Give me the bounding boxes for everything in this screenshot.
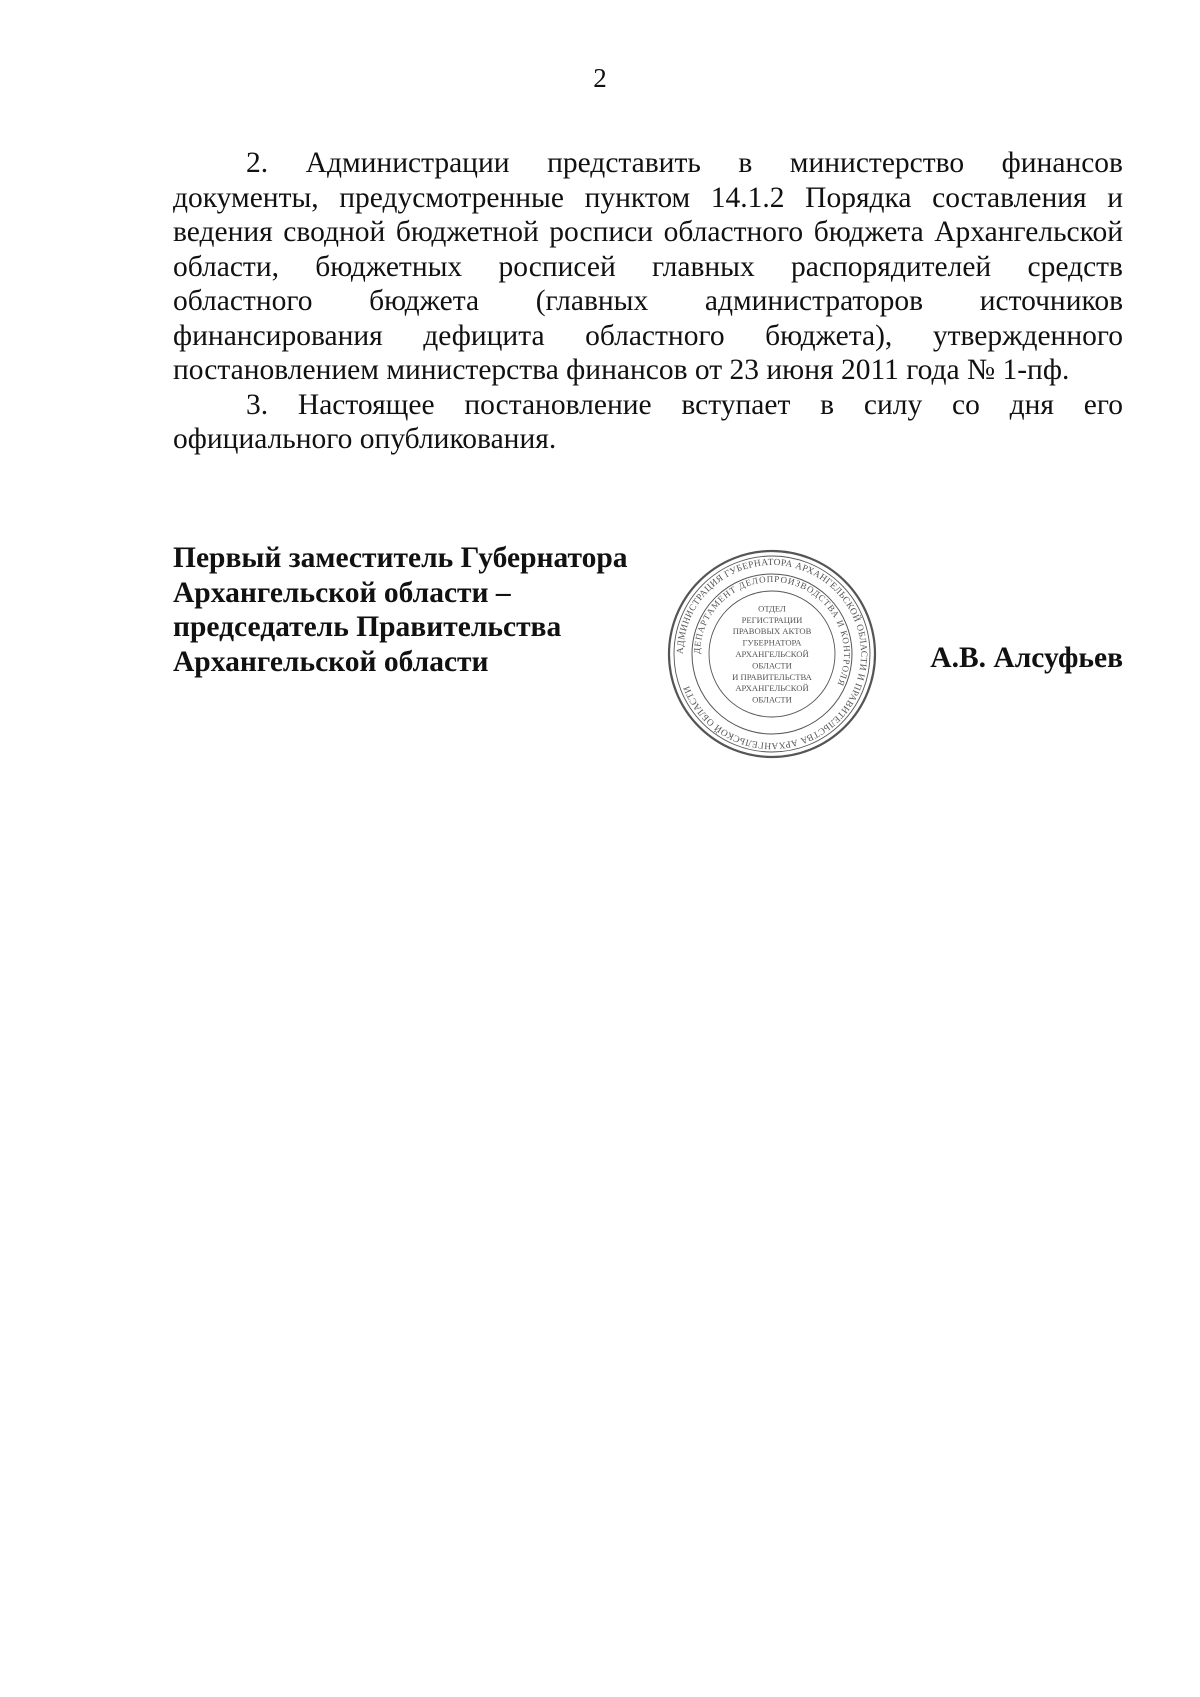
seal-inner-ring-text: ДЕПАРТАМЕНТ ДЕЛОПРОИЗВОДСТВА И КОНТРОЛЯ (691, 573, 853, 689)
signatory-position-line: Первый заместитель Губернатора (173, 542, 628, 574)
signatory-position-line: председатель Правительства (173, 611, 562, 643)
seal-center-line: И ПРАВИТЕЛЬСТВА (732, 671, 812, 682)
seal-center-line: ОБЛАСТИ (752, 660, 792, 671)
seal-center-line: РЕГИСТРАЦИИ (741, 614, 803, 625)
signatory-position-line: Архангельской области (173, 645, 489, 678)
paragraph-3: 3. Настоящее постановление вступает в силу со дня его официального опубликования. (173, 388, 1123, 455)
signatory-name: А.В. Алсуфьев (930, 642, 1123, 674)
svg-text:ОТДЕЛРЕГИСТРАЦИИПРАВОВЫХ АКТОВ (732, 603, 812, 704)
seal-center-line: ОТДЕЛ (758, 603, 786, 614)
seal-image (667, 549, 877, 759)
seal-outer-text: АДМИНИСТРАЦИЯ ГУБЕРНАТОРА АРХАНГЕЛЬСКОЙ ОБЛАСТИ И ПРАВИТЕЛЬСТВА АРХАНГЕЛЬСКОЙ ОБЛАСТИ (675, 557, 869, 751)
document-body (173, 146, 1123, 457)
page-number: 2 (593, 63, 607, 93)
seal-center-line: ПРАВОВЫХ АКТОВ (732, 626, 812, 637)
seal-center-line: ОБЛАСТИ (752, 694, 792, 705)
paragraph-2: 2. Администрации представить в министерство финансов документы, предусмотренные пунктом 14.1.2 Порядка составления и ведения сводной бюджетной росписи областного бюджета Архангельской области, бюджетных росписей главных распорядителей средств областного бюджета (главных администраторов источников финансирования дефицита областного бюджета), утвержденного постановлением министерства финансов от 23 июня 2011 года № 1-пф. (173, 147, 1123, 386)
seal-center-line: ГУБЕРНАТОРА (742, 637, 802, 648)
official-seal (667, 549, 877, 759)
signatory-position (173, 541, 633, 679)
seal-center-line: АРХАНГЕЛЬСКОЙ (735, 649, 809, 659)
signatory-position-line: Архангельской области – (173, 576, 511, 609)
seal-center-line: АРХАНГЕЛЬСКОЙ (735, 683, 809, 694)
